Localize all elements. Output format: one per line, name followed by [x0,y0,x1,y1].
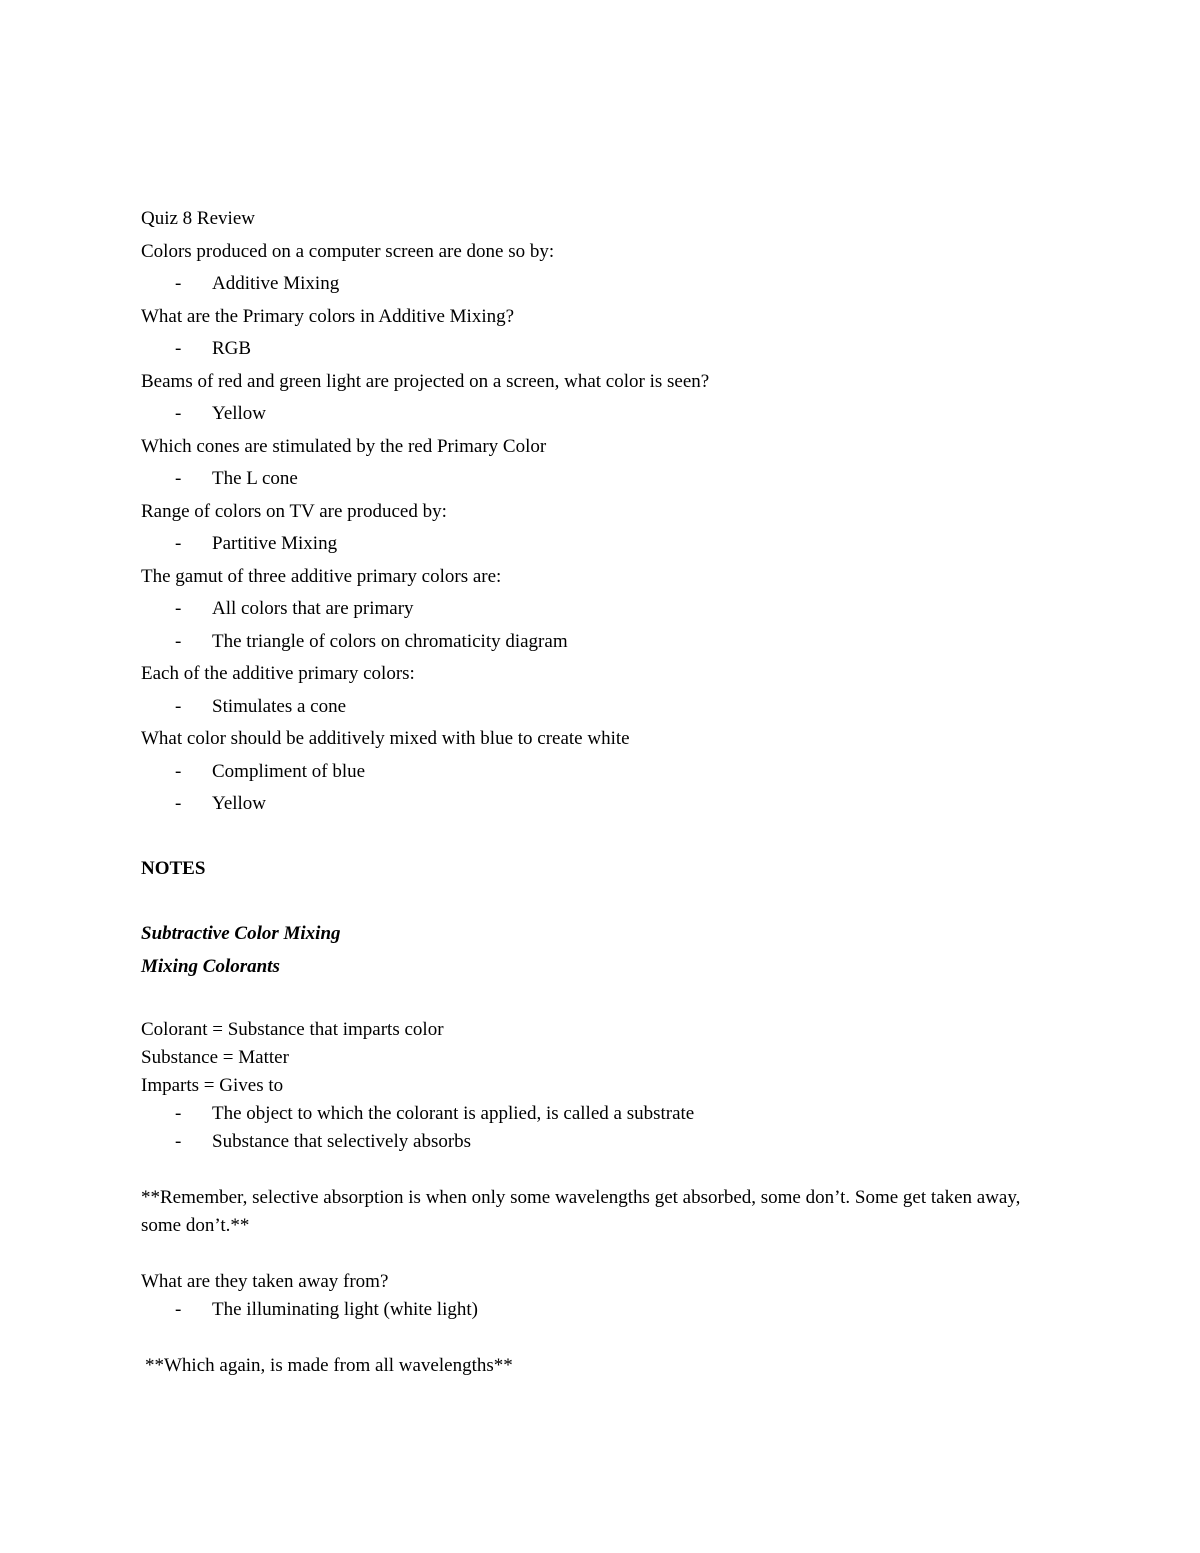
notes-answer: - The illuminating light (white light) [175,1298,478,1320]
definition-line: Substance = Matter [141,1046,289,1068]
definition-bullet: - Substance that selectively absorbs [175,1130,472,1152]
quiz-answer: - Stimulates a cone [175,695,347,717]
remember-note: **Remember, selective absorption is when only some wavelengths get absorbed, some don’t. Some get taken away, some don’t.** [141,1186,1021,1236]
definition-line: Colorant = Substance that imparts color [141,1018,444,1040]
quiz-question: Which cones are stimulated by the red Primary Color [141,435,547,457]
document-page [141,203,1041,1380]
notes-subheading: Subtractive Color Mixing [141,923,341,944]
quiz-question: What color should be additively mixed with blue to create white [141,728,630,749]
notes-question: What are they taken away from? [141,1270,389,1292]
quiz-question: What are the Primary colors in Additive Mixing? [141,305,515,327]
closing-note: **Which again, is made from all wavelengths** [145,1354,513,1376]
quiz-answer: - The L cone [175,468,298,489]
quiz-question: Each of the additive primary colors: [141,663,415,684]
quiz-question: The gamut of three additive primary colors are: [141,565,502,587]
quiz-answer: - Yellow [175,793,267,814]
quiz-answer: - Compliment of blue [175,760,366,782]
quiz-answer: - Partitive Mixing [175,533,338,554]
quiz-answer: - RGB [175,338,252,359]
notes-heading: NOTES [141,858,206,879]
quiz-answer: - Yellow [175,403,267,424]
quiz-title: Quiz 8 Review [141,208,255,229]
definition-bullet: - The object to which the colorant is applied, is called a substrate [175,1102,695,1124]
quiz-answer: - All colors that are primary [175,598,414,619]
quiz-question: Colors produced on a computer screen are done so by: [141,240,555,262]
quiz-question: Beams of red and green light are projected on a screen, what color is seen? [141,370,710,392]
quiz-answer: - Additive Mixing [175,273,340,294]
notes-subheading: Mixing Colorants [141,955,280,977]
quiz-answer: - The triangle of colors on chromaticity diagram [175,630,568,652]
quiz-question: Range of colors on TV are produced by: [141,500,447,522]
definition-line: Imparts = Gives to [141,1074,284,1096]
